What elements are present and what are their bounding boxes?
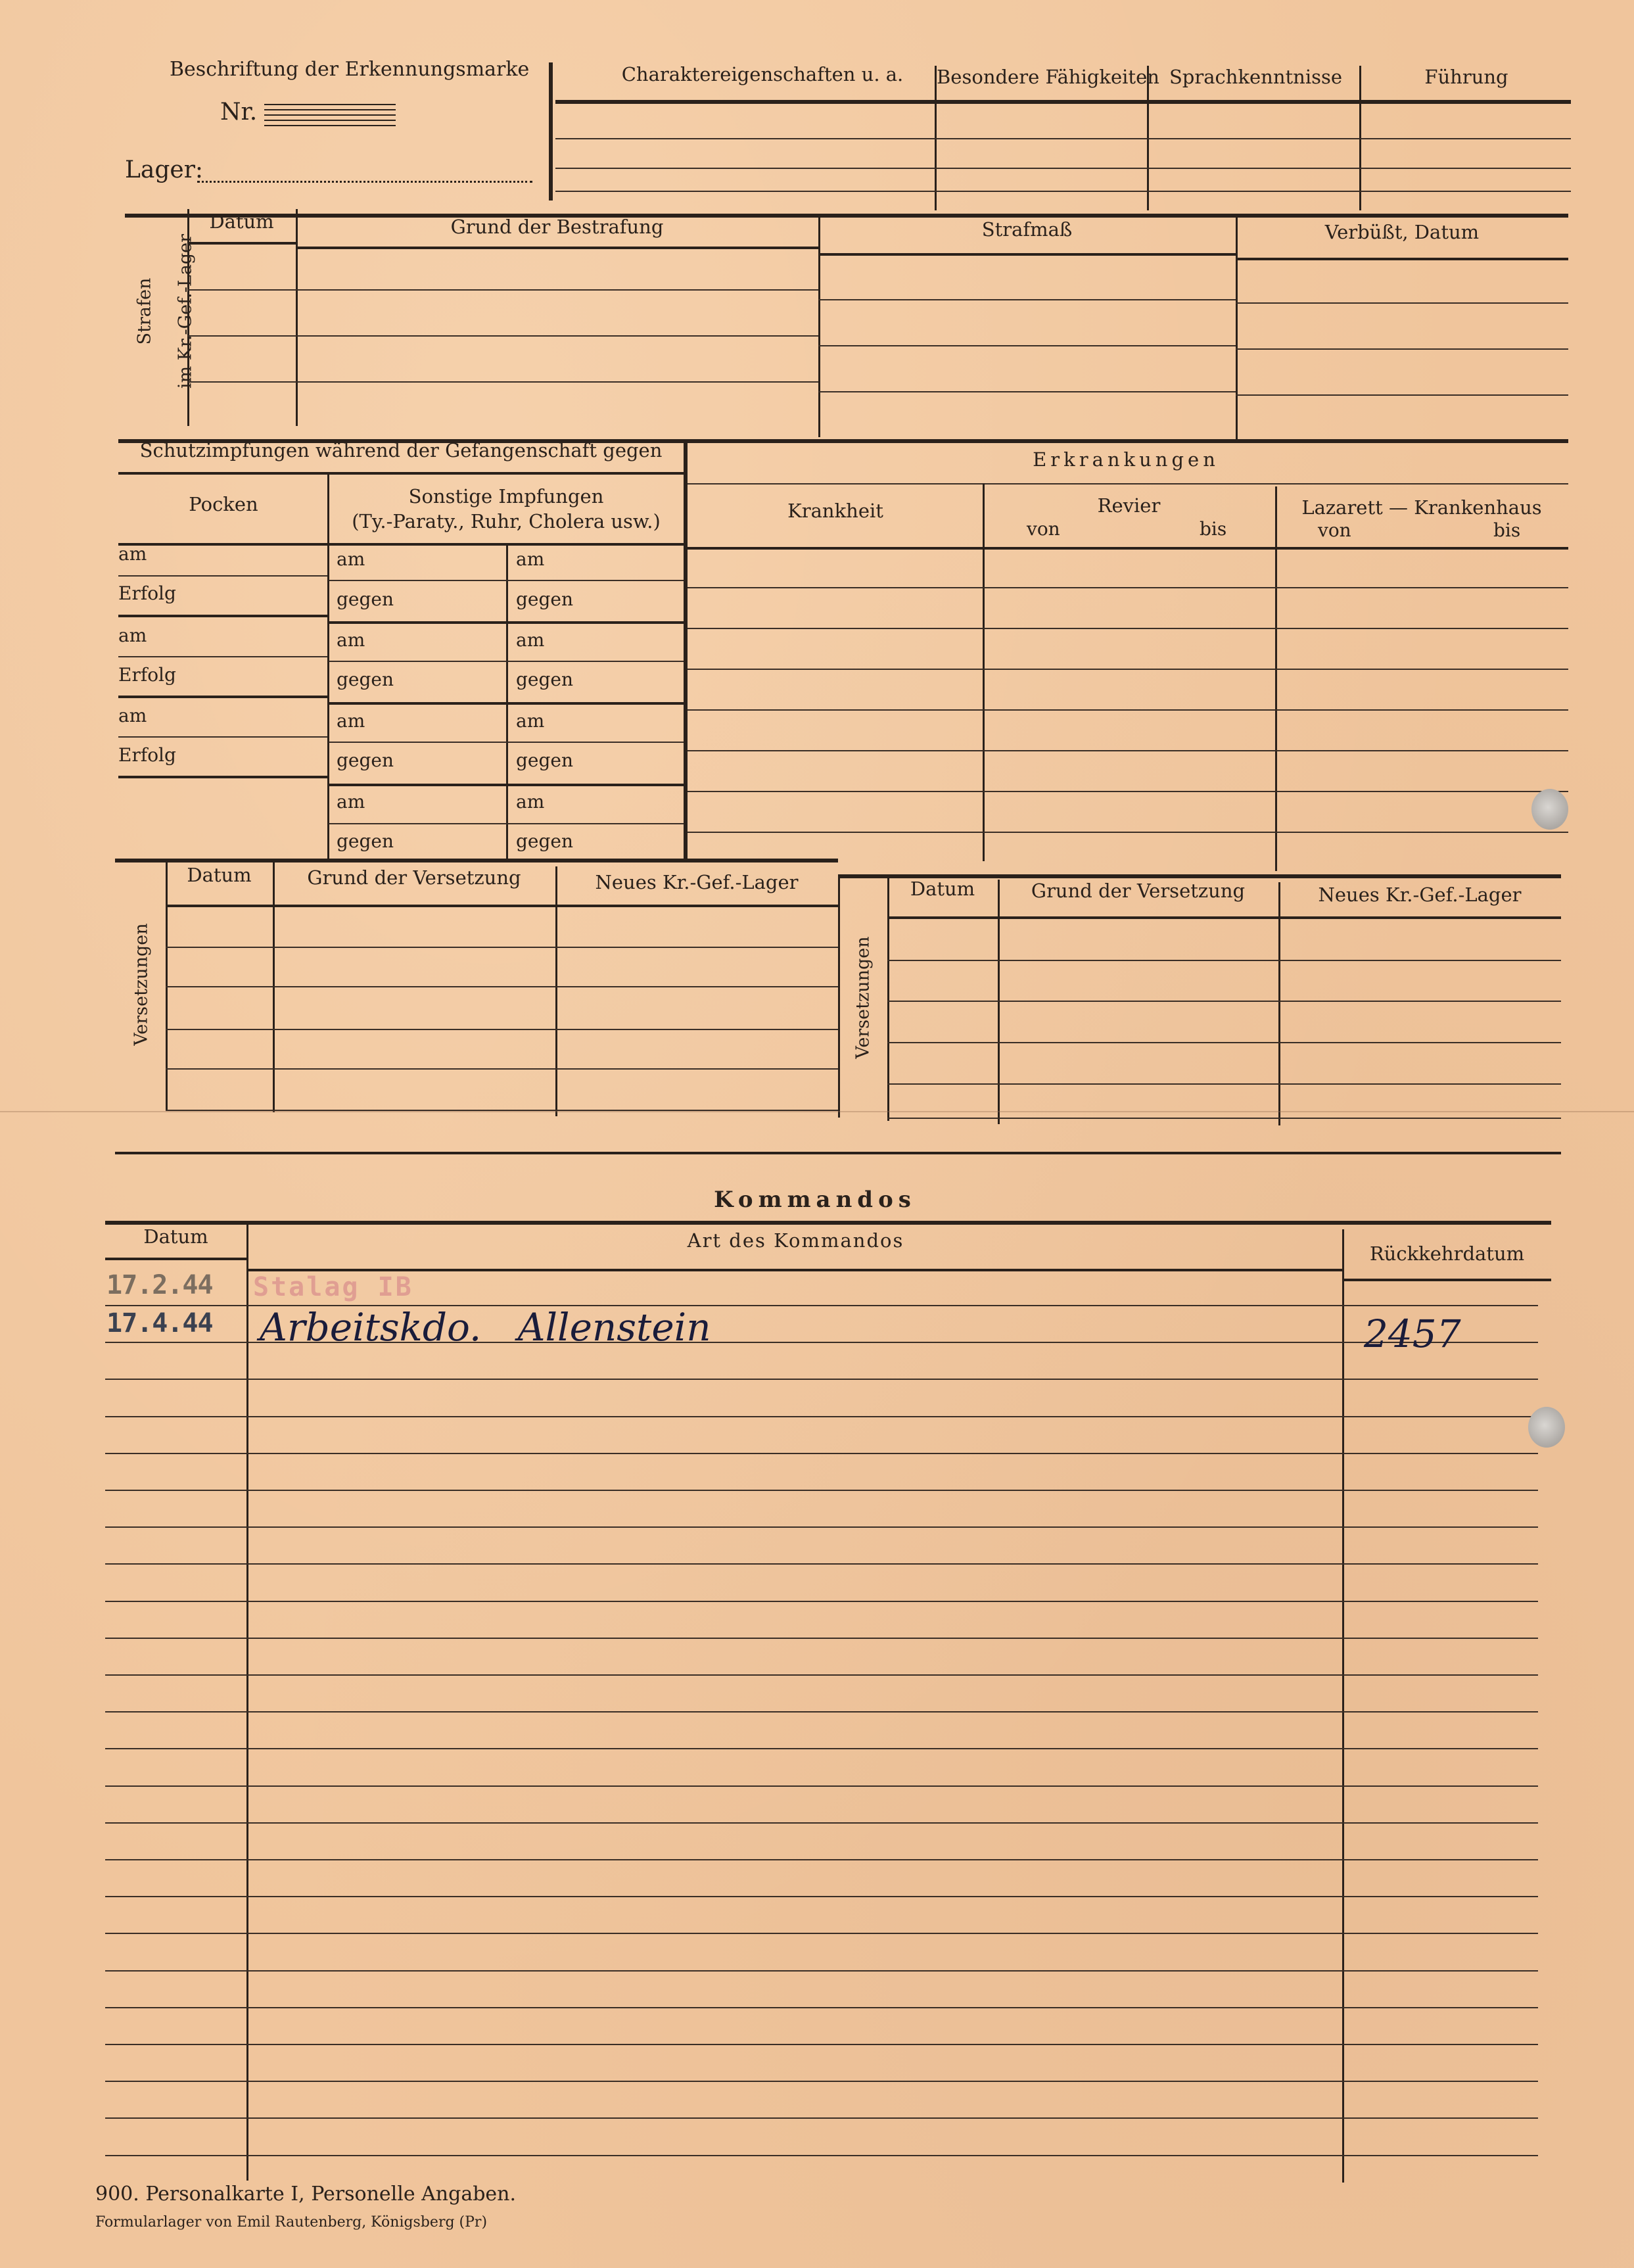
versetz-right-line <box>887 960 1561 961</box>
sonstige-left-1: am <box>337 548 365 570</box>
kommandos-top-rule <box>105 1221 1551 1225</box>
sonstige-header-1: Sonstige Impfungen <box>408 485 604 508</box>
revier-bis: bis <box>1200 518 1227 540</box>
pocken-row-5: am <box>118 705 147 726</box>
sonstige-right-5: am <box>516 710 545 732</box>
lazarett-von: von <box>1318 519 1351 541</box>
kommando-row-line <box>105 1859 1538 1860</box>
kommando-row-line <box>105 2117 1538 2119</box>
pocken-row-3: am <box>118 625 147 646</box>
kommando-row-line <box>105 1933 1538 1934</box>
sonstige-left-6: gegen <box>337 749 394 771</box>
kommando-row-line <box>105 2155 1538 2156</box>
sonstige-left-2: gegen <box>337 588 394 610</box>
kommandos-col-b <box>1342 1229 1344 2183</box>
erkr-line <box>688 628 1568 629</box>
revier-von: von <box>1027 518 1060 540</box>
versetz-left-grund: Grund der Versetzung <box>307 866 521 889</box>
strafen-line <box>1236 302 1568 304</box>
strafen-col-1 <box>296 209 298 426</box>
nr-lines <box>264 104 396 126</box>
sonstige-left-7: am <box>337 791 365 813</box>
erkr-header-rule <box>688 547 1568 550</box>
versetz-left-line <box>166 1068 838 1070</box>
versetz-right-header-rule <box>887 916 1561 919</box>
pocken-line <box>118 615 327 617</box>
top-line <box>555 168 1571 169</box>
erkr-title: Erkrankungen <box>1033 448 1219 471</box>
strafen-line <box>187 335 818 337</box>
kommandos-header-rule-a <box>105 1258 246 1260</box>
sonstige-left-5: am <box>337 710 365 732</box>
strafen-header-grund: Grund der Bestrafung <box>450 216 664 238</box>
kommandos-header-art: Art des Kommandos <box>687 1229 904 1252</box>
pocken-row-1: am <box>118 543 147 565</box>
kommando-row-line <box>105 1526 1538 1528</box>
punch-hole-bottom <box>1528 1407 1565 1448</box>
kommando-row-line <box>105 1563 1538 1565</box>
versetz-right-datum: Datum <box>910 878 975 900</box>
kommando-row-line <box>105 1785 1538 1787</box>
versetz-left-line <box>166 986 838 987</box>
erkr-line <box>688 832 1568 833</box>
kommando-row-line <box>105 1822 1538 1824</box>
strafen-line <box>187 289 818 291</box>
lager-dotted-line <box>197 181 532 183</box>
kommando-entry-2-art: Arbeitskdo. Allenstein <box>260 1305 711 1350</box>
pocken-header: Pocken <box>189 493 258 515</box>
kommando-row-line <box>105 1453 1538 1454</box>
sonstige-left-3: am <box>337 629 365 651</box>
pocken-line <box>118 696 327 698</box>
punch-hole-top <box>1531 789 1568 830</box>
erkr-col-b <box>1275 486 1277 871</box>
kommando-row-line <box>105 1748 1538 1749</box>
kommando-row-line <box>105 1638 1538 1639</box>
kommando-entry-2-rueckkehr: 2457 <box>1364 1311 1461 1356</box>
kommando-row-line <box>105 1711 1538 1713</box>
sonstige-right-1: am <box>516 548 545 570</box>
nr-label: Nr. <box>220 99 258 126</box>
sonstige-line <box>329 742 684 743</box>
versetz-side-label-right: Versetzungen <box>852 936 874 1059</box>
kommando-row-line <box>105 1416 1538 1417</box>
strafen-col-3 <box>1236 217 1238 440</box>
erkr-line <box>688 587 1568 588</box>
strafen-line <box>1236 394 1568 396</box>
erkr-col-a <box>983 483 985 861</box>
kommando-row-line <box>105 2044 1538 2045</box>
kommando-row-line <box>105 1970 1538 1972</box>
pocken-row-4: Erfolg <box>118 664 176 686</box>
versetz-right-line <box>887 1118 1561 1119</box>
strafen-line <box>1236 348 1568 350</box>
footer-line-1: 900. Personalkarte I, Personelle Angaben. <box>95 2183 517 2206</box>
strafen-line <box>187 381 818 383</box>
versetz-left-lager: Neues Kr.-Gef.-Lager <box>595 871 799 893</box>
section-divider <box>115 1152 1561 1154</box>
strafen-header-verbuesst: Verbüßt, Datum <box>1324 221 1480 243</box>
erkennungsmarke-label: Beschriftung der Erkennungsmarke <box>170 58 530 81</box>
strafen-header-rule-c <box>818 253 1236 256</box>
sonstige-right-8: gegen <box>516 830 574 852</box>
kommando-row-line <box>105 1601 1538 1602</box>
kommando-row-line <box>105 1490 1538 1491</box>
sonstige-line <box>329 661 684 662</box>
kommandos-header-rule-c <box>1344 1279 1551 1281</box>
impf-title-rule <box>118 472 684 475</box>
top-divider <box>549 62 553 201</box>
header-fuehrung: Führung <box>1424 66 1508 88</box>
versetz-center-divider <box>838 874 840 1118</box>
header-sprachen: Sprachkenntnisse <box>1169 66 1343 88</box>
pocken-row-2: Erfolg <box>118 582 176 604</box>
top-line <box>555 138 1571 139</box>
sonstige-right-7: am <box>516 791 545 813</box>
erkr-line <box>688 750 1568 751</box>
pocken-line <box>118 776 327 778</box>
sonstige-header-2: (Ty.-Paraty., Ruhr, Cholera usw.) <box>352 510 661 532</box>
header-faehigkeiten: Besondere Fähigkeiten <box>937 66 1159 88</box>
versetz-right-line <box>887 1083 1561 1085</box>
sonstige-right-4: gegen <box>516 669 574 690</box>
impf-title: Schutzimpfungen während der Gefangenschaft gegen <box>139 439 663 461</box>
vl-left-2 <box>555 866 557 1116</box>
vl-left-1 <box>273 862 275 1112</box>
kommandos-col-a <box>246 1221 248 2181</box>
kommandos-header-datum: Datum <box>143 1225 208 1248</box>
kommandos-header-rueckkehr: Rückkehrdatum <box>1369 1242 1525 1265</box>
header-charakter: Charaktereigenschaften u. a. <box>621 63 904 85</box>
pocken-row-6: Erfolg <box>118 744 176 766</box>
versetz-top-rule-left <box>115 859 838 862</box>
strafen-line <box>818 391 1236 392</box>
lazarett-bis: bis <box>1493 519 1521 541</box>
strafen-side-label-1: Strafen <box>134 277 155 345</box>
strafen-line <box>818 345 1236 346</box>
versetz-side-label-left: Versetzungen <box>131 923 152 1046</box>
sonstige-right-6: gegen <box>516 749 574 771</box>
strafen-header-rule-a <box>187 242 296 245</box>
sonstige-line <box>329 580 684 581</box>
lazarett-header: Lazarett — Krankenhaus <box>1301 496 1542 519</box>
sonstige-line <box>329 702 684 705</box>
lager-label: Lager: <box>125 156 204 183</box>
paper-fold <box>0 1111 1634 1112</box>
sonstige-line <box>329 621 684 624</box>
kommando-row-line <box>105 2007 1538 2008</box>
kommando-entry-1-datum: 17.2.44 <box>106 1270 213 1300</box>
versetz-right-lager: Neues Kr.-Gef.-Lager <box>1318 884 1522 906</box>
pocken-line <box>118 656 327 657</box>
sonstige-right-2: gegen <box>516 588 574 610</box>
impf-header-rule <box>118 543 684 546</box>
revier-header: Revier <box>1097 494 1161 517</box>
versetz-right-line <box>887 1042 1561 1043</box>
versetz-right-line <box>887 1001 1561 1002</box>
krankheit-header: Krankheit <box>787 500 883 522</box>
kommandos-title: Kommandos <box>714 1187 916 1213</box>
versetz-left-line <box>166 947 838 948</box>
strafen-line <box>818 299 1236 300</box>
strafen-header-rule-d <box>1236 258 1568 260</box>
strafen-header-datum: Datum <box>209 210 274 233</box>
kommandos-header-rule-b <box>248 1269 1343 1271</box>
top-header-rule <box>555 100 1571 104</box>
erkr-line <box>688 669 1568 670</box>
footer-line-2: Formularlager von Emil Rautenberg, Königsberg (Pr) <box>95 2214 488 2231</box>
sonstige-line <box>329 784 684 786</box>
versetz-right-grund: Grund der Versetzung <box>1031 880 1246 902</box>
kommando-entry-2-datum: 17.4.44 <box>106 1308 213 1338</box>
sonstige-line <box>329 823 684 824</box>
kommando-row-line <box>105 1379 1538 1380</box>
strafen-header-rule-b <box>296 247 818 249</box>
sonstige-left-4: gegen <box>337 669 394 690</box>
kommando-row-line <box>105 2081 1538 2082</box>
kommando-row-line <box>105 1896 1538 1897</box>
erkr-line <box>688 791 1568 792</box>
kommando-entry-1-art: Stalag IB <box>253 1272 413 1302</box>
sonstige-left-8: gegen <box>337 830 394 852</box>
versetz-left-header-rule <box>166 905 838 907</box>
versetz-left-line <box>166 1029 838 1030</box>
pocken-line <box>118 575 327 577</box>
strafen-side-label-2: im Kr.-Gef.-Lager <box>175 233 196 389</box>
strafen-col-2 <box>818 214 820 437</box>
erkr-line <box>688 709 1568 711</box>
erkr-title-rule <box>688 483 1568 484</box>
strafen-header-strafmass: Strafmaß <box>981 218 1073 241</box>
sonstige-right-3: am <box>516 629 545 651</box>
top-line <box>555 191 1571 192</box>
pocken-line <box>118 736 327 738</box>
versetz-left-datum: Datum <box>187 864 252 886</box>
kommando-row-line <box>105 1674 1538 1676</box>
